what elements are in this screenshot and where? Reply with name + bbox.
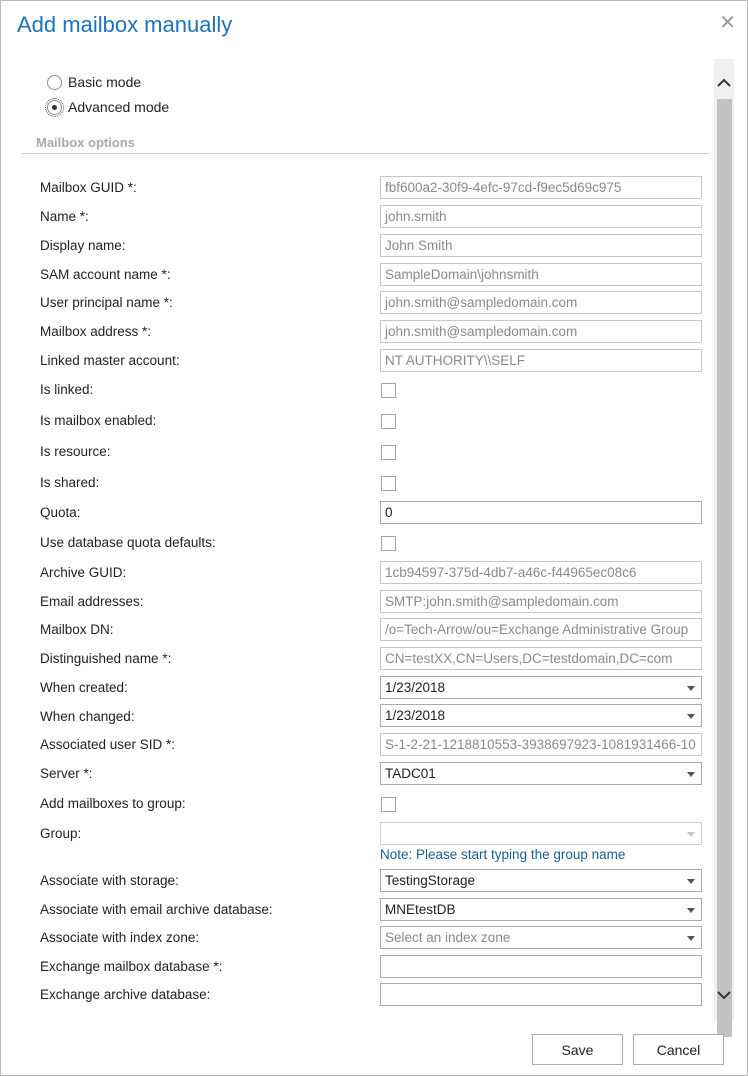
advanced-mode-radio[interactable]	[47, 100, 62, 115]
archive-guid-field[interactable]: 1cb94597-375d-4db7-a46c-f44965ec08c6	[380, 561, 702, 584]
cancel-button[interactable]: Cancel	[633, 1034, 724, 1065]
display-name-label: Display name:	[40, 238, 126, 253]
is-shared-label: Is shared:	[40, 475, 100, 490]
mailbox-dn-field[interactable]: /o=Tech-Arrow/ou=Exchange Administrative Group	[380, 618, 702, 641]
basic-mode-option[interactable]	[47, 74, 141, 90]
chevron-down-icon[interactable]	[687, 772, 695, 777]
exchange-mailbox-database-label: Exchange mailbox database *:	[40, 959, 223, 974]
chevron-down-icon[interactable]	[687, 936, 695, 941]
is-mailbox-enabled-checkbox[interactable]	[381, 414, 396, 429]
associate-with-email-archive-database-value: MNEtestDB	[385, 902, 456, 917]
exchange-archive-database-label: Exchange archive database:	[40, 987, 211, 1002]
when-changed-value: 1/23/2018	[385, 708, 446, 723]
group-label: Group:	[40, 826, 82, 841]
dialog-title: Add mailbox manually	[17, 12, 233, 37]
section-divider	[22, 153, 709, 154]
group-dropdown[interactable]	[380, 822, 702, 845]
is-linked-checkbox[interactable]	[381, 383, 396, 398]
display-name-field[interactable]: John Smith	[380, 234, 702, 257]
distinguished-name-field[interactable]: CN=testXX,CN=Users,DC=testdomain,DC=com	[380, 647, 702, 670]
when-created-value: 1/23/2018	[385, 680, 446, 695]
close-icon[interactable]: ✕	[719, 12, 736, 34]
use-database-quota-defaults-label: Use database quota defaults:	[40, 535, 216, 550]
scroll-down-icon[interactable]	[714, 985, 734, 1005]
associate-with-storage-value: TestingStorage	[385, 873, 476, 888]
name-field[interactable]: john.smith	[380, 205, 702, 228]
add-mailboxes-to-group-checkbox[interactable]	[381, 797, 396, 812]
chevron-down-icon[interactable]	[687, 908, 695, 913]
associate-with-email-archive-database-dropdown[interactable]	[380, 898, 702, 921]
mailbox-guid-field[interactable]: fbf600a2-30f9-4efc-97cd-f9ec5d69c975	[380, 176, 702, 199]
chevron-down-icon[interactable]	[687, 714, 695, 719]
email-addresses-field[interactable]: SMTP:john.smith@sampledomain.com	[380, 590, 702, 613]
basic-mode-label: Basic mode	[68, 74, 142, 90]
quota-field[interactable]: 0	[380, 501, 702, 524]
sam-account-name-label: SAM account name *:	[40, 267, 171, 282]
server-value: TADC01	[385, 766, 436, 781]
user-principal-name-label: User principal name *:	[40, 295, 173, 310]
associate-with-storage-label: Associate with storage:	[40, 873, 179, 888]
mailbox-address-label: Mailbox address *:	[40, 324, 152, 339]
is-mailbox-enabled-label: Is mailbox enabled:	[40, 413, 157, 428]
server-label: Server *:	[40, 766, 93, 781]
associated-user-sid-label: Associated user SID *:	[40, 737, 176, 752]
add-mailboxes-to-group-label: Add mailboxes to group:	[40, 796, 186, 811]
distinguished-name-label: Distinguished name *:	[40, 651, 172, 666]
use-database-quota-defaults-checkbox[interactable]	[381, 536, 396, 551]
when-created-dropdown[interactable]	[380, 676, 702, 699]
mailbox-address-field[interactable]: john.smith@sampledomain.com	[380, 320, 702, 343]
chevron-down-icon[interactable]	[687, 686, 695, 691]
user-principal-name-field[interactable]: john.smith@sampledomain.com	[380, 291, 702, 314]
name-label: Name *:	[40, 209, 89, 224]
email-addresses-label: Email addresses:	[40, 594, 144, 609]
associate-with-email-archive-database-label: Associate with email archive database:	[40, 902, 273, 917]
save-button[interactable]: Save	[532, 1034, 623, 1065]
vertical-scrollbar[interactable]	[714, 59, 734, 1021]
scroll-up-icon[interactable]	[714, 73, 734, 93]
associate-with-storage-dropdown[interactable]	[380, 869, 702, 892]
scrollbar-thumb[interactable]	[717, 99, 732, 1037]
when-changed-dropdown[interactable]	[380, 704, 702, 727]
when-created-label: When created:	[40, 680, 128, 695]
linked-master-account-label: Linked master account:	[40, 353, 180, 368]
mailbox-guid-label: Mailbox GUID *:	[40, 180, 137, 195]
advanced-mode-option[interactable]	[47, 99, 169, 115]
archive-guid-label: Archive GUID:	[40, 565, 127, 580]
exchange-mailbox-database-field[interactable]	[380, 955, 702, 978]
is-resource-label: Is resource:	[40, 444, 111, 459]
mailbox-dn-label: Mailbox DN:	[40, 622, 114, 637]
associate-with-index-zone-label: Associate with index zone:	[40, 930, 200, 945]
group-note: Note: Please start typing the group name	[380, 847, 626, 862]
is-shared-checkbox[interactable]	[381, 476, 396, 491]
exchange-archive-database-field[interactable]	[380, 983, 702, 1006]
is-resource-checkbox[interactable]	[381, 445, 396, 460]
sam-account-name-field[interactable]: SampleDomain\johnsmith	[380, 263, 702, 286]
basic-mode-radio[interactable]	[47, 75, 62, 90]
linked-master-account-field[interactable]: NT AUTHORITY\\SELF	[380, 349, 702, 372]
advanced-mode-label: Advanced mode	[68, 99, 170, 115]
associate-with-index-zone-placeholder: Select an index zone	[385, 930, 511, 945]
when-changed-label: When changed:	[40, 709, 135, 724]
quota-label: Quota:	[40, 505, 81, 520]
chevron-down-icon[interactable]	[687, 832, 695, 837]
section-title-mailbox-options: Mailbox options	[36, 135, 135, 150]
associated-user-sid-field[interactable]: S-1-2-21-1218810553-3938697923-1081931466-10	[380, 733, 702, 756]
is-linked-label: Is linked:	[40, 382, 94, 397]
chevron-down-icon[interactable]	[687, 879, 695, 884]
server-dropdown[interactable]	[380, 762, 702, 785]
associate-with-index-zone-dropdown[interactable]	[380, 926, 702, 949]
